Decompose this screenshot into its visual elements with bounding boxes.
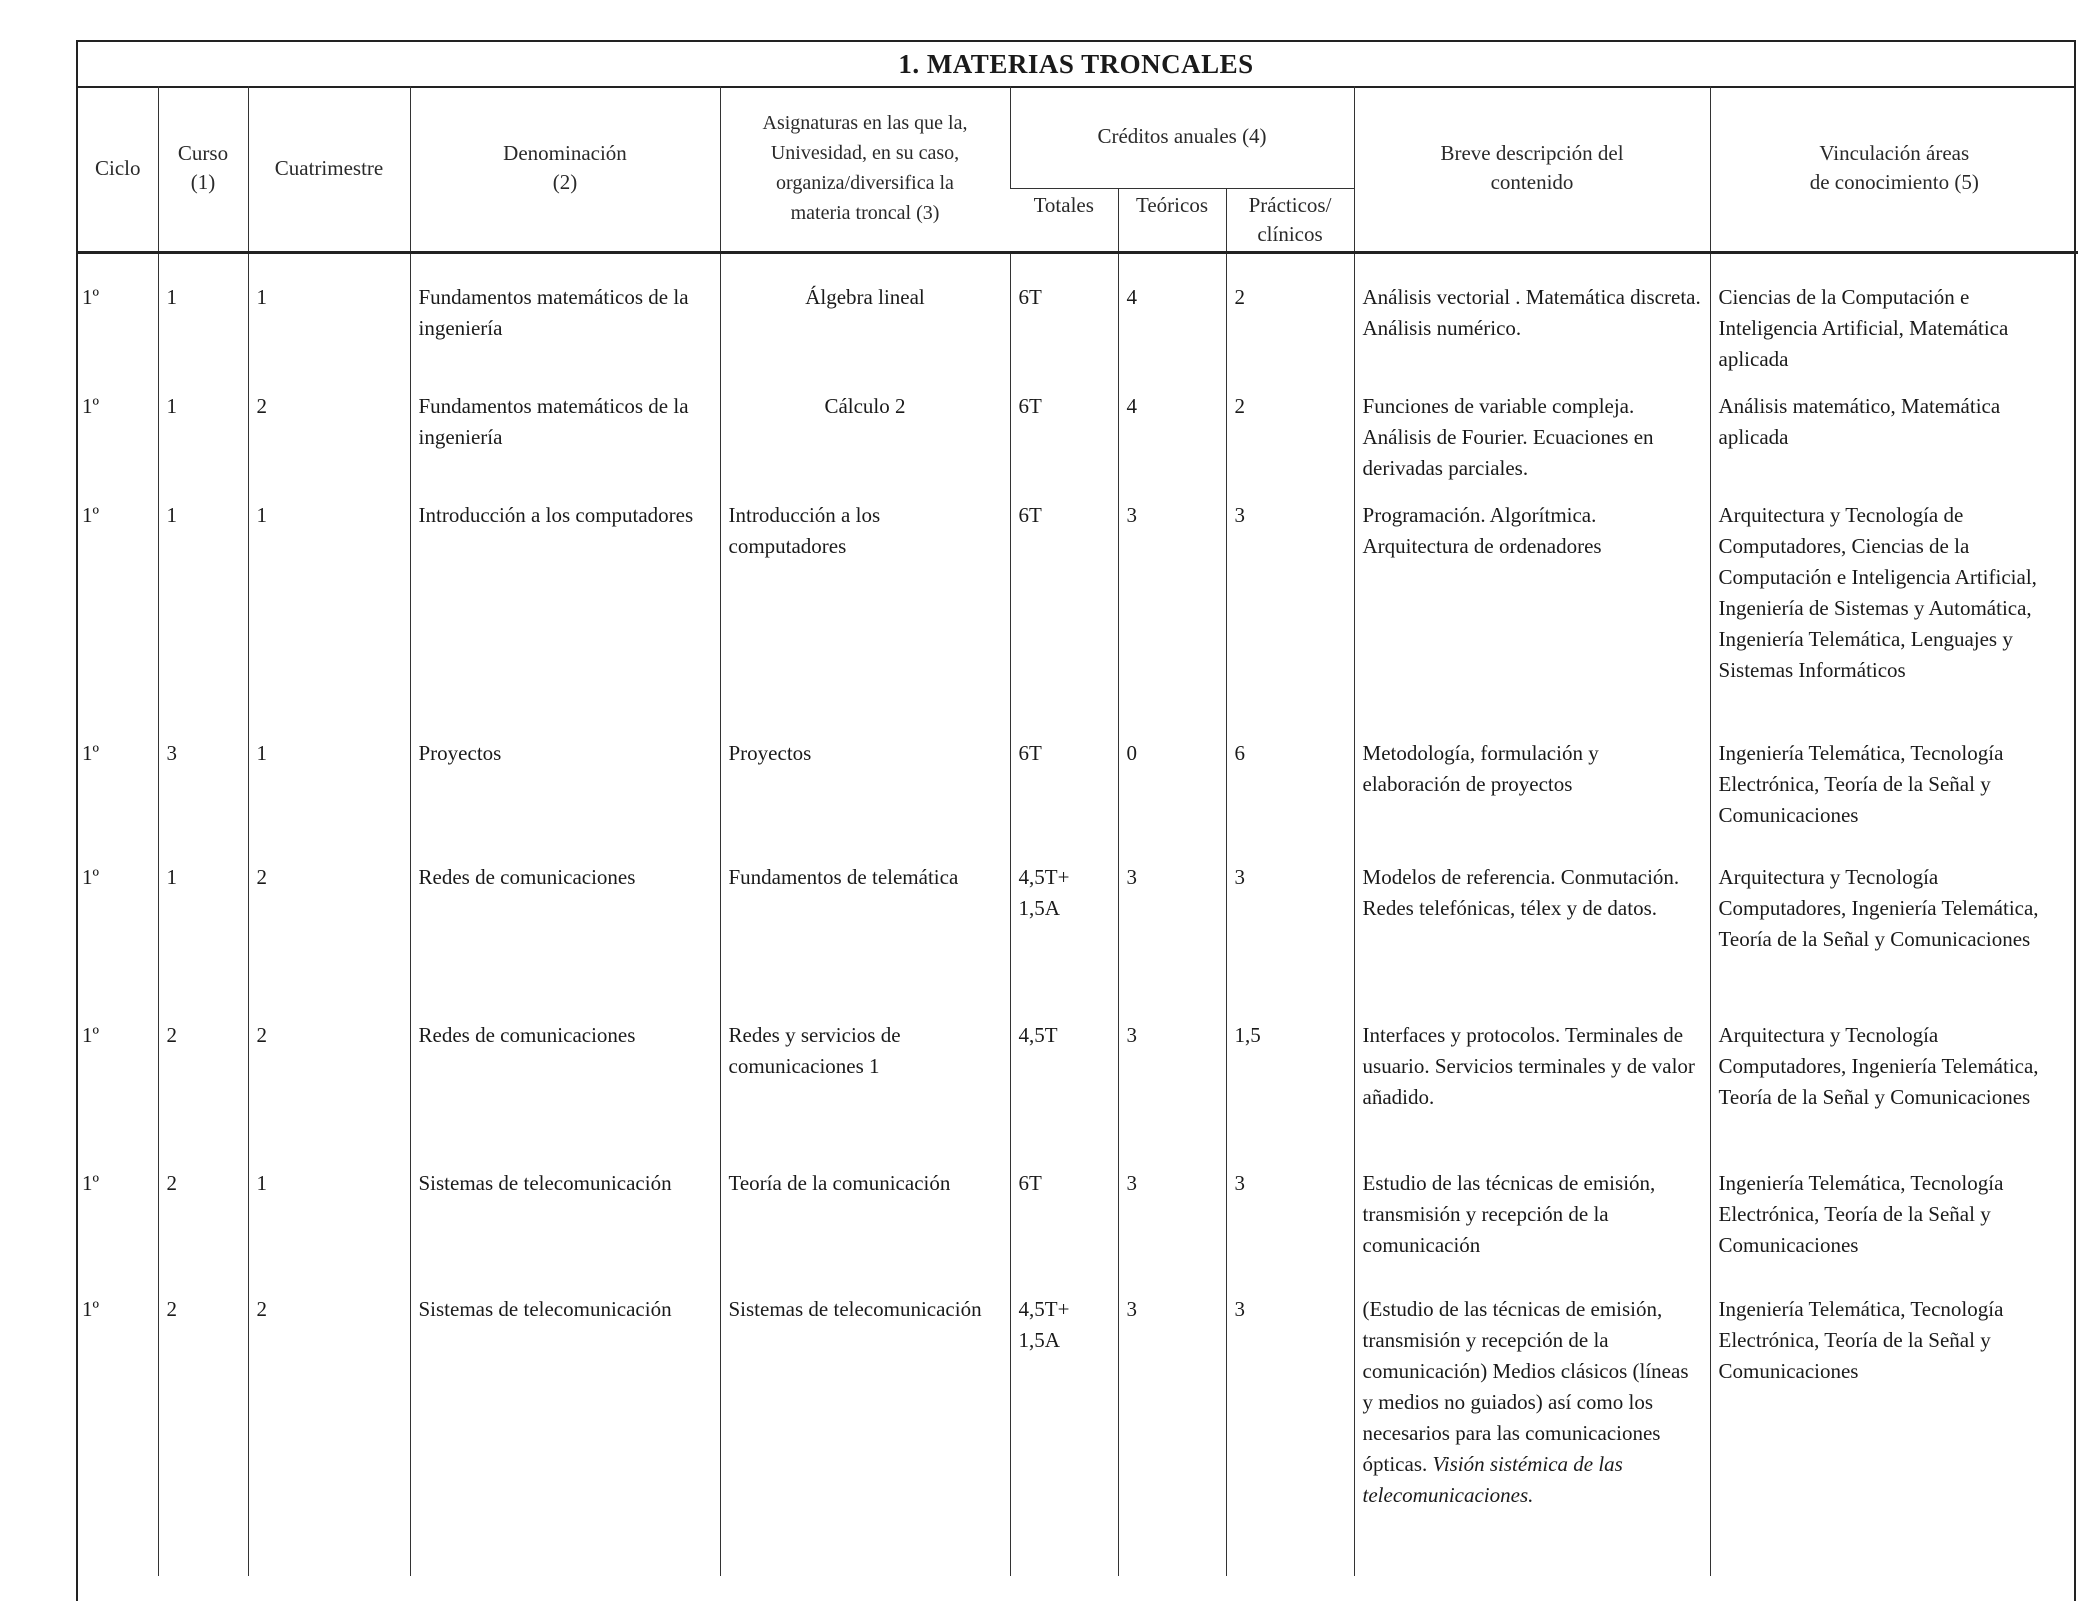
cell-denominacion: Redes de comunicaciones: [410, 1012, 720, 1160]
header-practicos: Prácticos/ clínicos: [1226, 188, 1354, 252]
cell-totales: 6T: [1010, 252, 1118, 383]
cell-descripcion-italic: Visión sistémica de las telecomunicaciones.: [1362, 1451, 1623, 1507]
header-ciclo: Ciclo: [95, 155, 141, 180]
cell-totales: 6T: [1010, 730, 1118, 854]
cell-denominacion: Introducción a los computadores: [410, 492, 720, 730]
cell-ciclo: 1º: [82, 1170, 100, 1195]
cell-teoricos: 3: [1118, 1286, 1226, 1576]
cell-curso: 2: [158, 1160, 248, 1286]
cell-teoricos: 3: [1118, 1012, 1226, 1160]
cell-practicos: 1,5: [1226, 1012, 1354, 1160]
cell-vinculacion: Arquitectura y Tecnología Computadores, Ingeniería Telemática, Teoría de la Señal y Comunicaciones: [1710, 854, 2078, 1012]
cell-curso: 1: [158, 492, 248, 730]
cell-descripcion: Metodología, formulación y elaboración de proyectos: [1354, 730, 1710, 854]
cell-descripcion: [1354, 1286, 1710, 1576]
document-page: [76, 40, 2076, 1601]
header-cuatrimestre: Cuatrimestre: [248, 86, 410, 252]
cell-descripcion: Programación. Algorítmica. Arquitectura de ordenadores: [1354, 492, 1710, 730]
cell-practicos: 3: [1226, 1286, 1354, 1576]
cell-ciclo: 1º: [82, 740, 100, 765]
cell-asignatura: Introducción a los computadores: [720, 492, 1010, 730]
cell-practicos: 3: [1226, 854, 1354, 1012]
cell-descripcion: Modelos de referencia. Conmutación. Redes telefónicas, télex y de datos.: [1354, 854, 1710, 1012]
cell-descripcion: Análisis vectorial . Matemática discreta. Análisis numérico.: [1354, 252, 1710, 383]
header-totales: Totales: [1010, 188, 1118, 252]
table-row: [78, 1012, 2078, 1160]
cell-vinculacion: Ingeniería Telemática, Tecnología Electrónica, Teoría de la Señal y Comunicaciones: [1710, 1286, 2078, 1576]
cell-curso: 1: [158, 383, 248, 492]
cell-ciclo: 1º: [82, 1296, 100, 1321]
cell-vinculacion: Ingeniería Telemática, Tecnología Electrónica, Teoría de la Señal y Comunicaciones: [1710, 1160, 2078, 1286]
cell-descripcion-text: (Estudio de las técnicas de emisión, transmisión y recepción de la comunicación) Medios clásicos (líneas y medios no guiados) así como los necesarios para las comunicaciones ópticas.: [1362, 1296, 1689, 1476]
table-row: [78, 730, 2078, 854]
cell-asignatura: Sistemas de telecomunicación: [720, 1286, 1010, 1576]
cell-cuatrimestre: 2: [248, 383, 410, 492]
cell-asignatura: Proyectos: [720, 730, 1010, 854]
cell-ciclo: 1º: [82, 1022, 100, 1047]
cell-curso: 2: [158, 1286, 248, 1576]
cell-teoricos: 3: [1118, 1160, 1226, 1286]
cell-cuatrimestre: 1: [248, 492, 410, 730]
cell-practicos: 2: [1226, 383, 1354, 492]
cell-teoricos: 3: [1118, 854, 1226, 1012]
cell-practicos: 3: [1226, 492, 1354, 730]
table-row: [78, 854, 2078, 1012]
cell-denominacion: Redes de comunicaciones: [410, 854, 720, 1012]
table-row: [78, 492, 2078, 730]
header-curso: Curso (1): [158, 86, 248, 252]
cell-teoricos: 4: [1118, 252, 1226, 383]
cell-cuatrimestre: 2: [248, 1286, 410, 1576]
cell-cuatrimestre: 1: [248, 1160, 410, 1286]
cell-totales: 4,5T+ 1,5A: [1010, 1286, 1118, 1576]
cell-vinculacion: Ciencias de la Computación e Inteligencia Artificial, Matemática aplicada: [1710, 252, 2078, 383]
cell-descripcion: Interfaces y protocolos. Terminales de usuario. Servicios terminales y de valor añadido.: [1354, 1012, 1710, 1160]
cell-denominacion: Proyectos: [410, 730, 720, 854]
header-teoricos: Teóricos: [1118, 188, 1226, 252]
cell-ciclo: 1º: [82, 393, 100, 418]
table-row: [78, 252, 2078, 383]
cell-ciclo: 1º: [82, 284, 100, 309]
header-denominacion: Denominación (2): [410, 86, 720, 252]
cell-totales: 6T: [1010, 1160, 1118, 1286]
cell-totales: 4,5T+ 1,5A: [1010, 854, 1118, 1012]
cell-denominacion: Sistemas de telecomunicación: [410, 1160, 720, 1286]
cell-totales: 4,5T: [1010, 1012, 1118, 1160]
cell-vinculacion: Ingeniería Telemática, Tecnología Electrónica, Teoría de la Señal y Comunicaciones: [1710, 730, 2078, 854]
cell-denominacion: Fundamentos matemáticos de la ingeniería: [410, 252, 720, 383]
header-vinculacion: Vinculación áreas de conocimiento (5): [1710, 86, 2078, 252]
cell-denominacion: Fundamentos matemáticos de la ingeniería: [410, 383, 720, 492]
cell-teoricos: 0: [1118, 730, 1226, 854]
cell-descripcion: Estudio de las técnicas de emisión, transmisión y recepción de la comunicación: [1354, 1160, 1710, 1286]
cell-cuatrimestre: 2: [248, 1012, 410, 1160]
cell-vinculacion: Arquitectura y Tecnología de Computadores, Ciencias de la Computación e Inteligencia Artificial, Ingeniería de Sistemas y Automática, Ingeniería Telemática, Lenguajes y Sistemas Informáticos: [1710, 492, 2078, 730]
table-row: [78, 1160, 2078, 1286]
cell-vinculacion: Arquitectura y Tecnología Computadores, Ingeniería Telemática, Teoría de la Señal y Comunicaciones: [1710, 1012, 2078, 1160]
cell-denominacion: Sistemas de telecomunicación: [410, 1286, 720, 1576]
cell-curso: 3: [158, 730, 248, 854]
cell-cuatrimestre: 2: [248, 854, 410, 1012]
cell-vinculacion: Análisis matemático, Matemática aplicada: [1710, 383, 2078, 492]
cell-asignatura: Cálculo 2: [720, 383, 1010, 492]
cell-teoricos: 3: [1118, 492, 1226, 730]
cell-descripcion: Funciones de variable compleja. Análisis de Fourier. Ecuaciones en derivadas parciales.: [1354, 383, 1710, 492]
header-creditos: Créditos anuales (4): [1010, 86, 1354, 188]
header-asignaturas: Asignaturas en las que la, Univesidad, en su caso, organiza/diversifica la materia troncal (3): [720, 86, 1010, 252]
cell-practicos: 6: [1226, 730, 1354, 854]
table-body: [78, 252, 2078, 1576]
cell-curso: 1: [158, 854, 248, 1012]
cell-practicos: 2: [1226, 252, 1354, 383]
cell-teoricos: 4: [1118, 383, 1226, 492]
page-title: 1. MATERIAS TRONCALES: [78, 42, 2074, 88]
cell-cuatrimestre: 1: [248, 252, 410, 383]
cell-asignatura: Redes y servicios de comunicaciones 1: [720, 1012, 1010, 1160]
cell-totales: 6T: [1010, 492, 1118, 730]
table-row: [78, 1286, 2078, 1576]
cell-curso: 1: [158, 252, 248, 383]
cell-curso: 2: [158, 1012, 248, 1160]
cell-cuatrimestre: 1: [248, 730, 410, 854]
header-descripcion: Breve descripción del contenido: [1354, 86, 1710, 252]
cell-asignatura: Álgebra lineal: [720, 252, 1010, 383]
cell-ciclo: 1º: [82, 864, 100, 889]
cell-ciclo: 1º: [82, 502, 100, 527]
cell-asignatura: Teoría de la comunicación: [720, 1160, 1010, 1286]
cell-asignatura: Fundamentos de telemática: [720, 854, 1010, 1012]
table-header: [78, 86, 2078, 252]
cell-totales: 6T: [1010, 383, 1118, 492]
materias-table: [78, 86, 2078, 1576]
cell-practicos: 3: [1226, 1160, 1354, 1286]
table-row: [78, 383, 2078, 492]
